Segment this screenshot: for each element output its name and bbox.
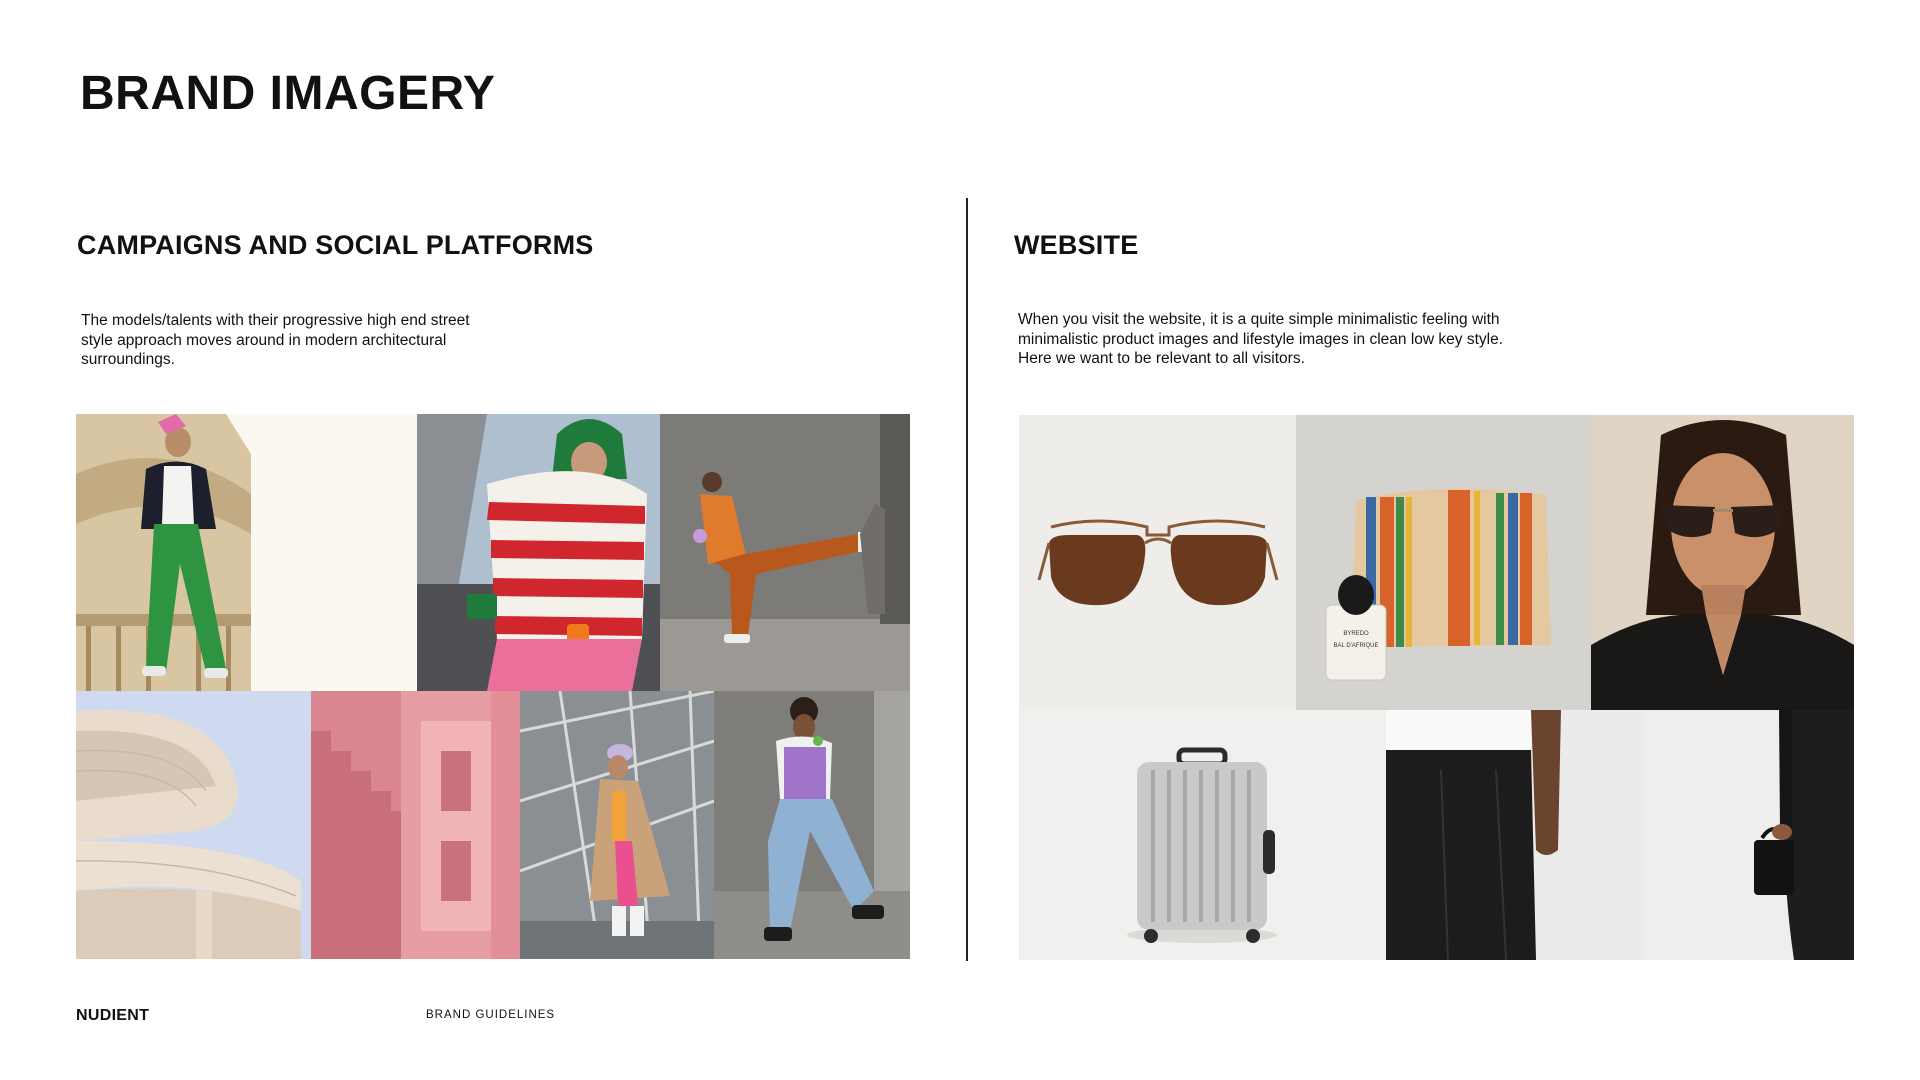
black-trousers-model-photo	[1386, 710, 1644, 960]
campaigns-description	[81, 311, 541, 370]
perfume-label-name: BAL D'AFRIQUE	[1333, 643, 1379, 649]
model-green-trousers-photo	[76, 414, 417, 691]
campaigns-description-line: The models/talents with their progressive high end street	[81, 312, 470, 329]
website-description-line: Here we want to be relevant to all visitors.	[1018, 350, 1305, 367]
aluminium-suitcase-photo	[1019, 710, 1386, 960]
footer-brand: NUDIENT	[76, 1007, 150, 1024]
website-description-line: When you visit the website, it is a quite simple minimalistic feeling with	[1018, 311, 1500, 328]
website-description	[1018, 310, 1618, 369]
white-curved-architecture-photo	[76, 691, 311, 959]
model-trench-coat-photo	[520, 691, 714, 959]
model-striped-hoodie-photo	[417, 414, 660, 691]
sunglasses-product-photo	[1019, 415, 1296, 710]
black-handbag-model-photo	[1644, 710, 1854, 960]
pink-staircase-architecture-photo	[311, 691, 520, 959]
model-high-kick-photo	[660, 414, 910, 691]
website-section-title: WEBSITE	[1014, 230, 1139, 260]
campaigns-section-title: CAMPAIGNS AND SOCIAL PLATFORMS	[77, 230, 594, 260]
perfume-label-brand: BYREDO	[1343, 631, 1369, 637]
woman-sunglasses-portrait-photo	[1591, 415, 1854, 710]
campaigns-description-line: surroundings.	[81, 351, 175, 368]
page-title: BRAND IMAGERY	[80, 67, 496, 120]
website-description-line: minimalistic product images and lifestyle images in clean low key style.	[1018, 330, 1504, 348]
website-image-grid	[1019, 415, 1854, 960]
campaigns-image-grid	[76, 414, 910, 959]
model-purple-vest-photo	[714, 691, 910, 959]
section-divider	[966, 198, 968, 961]
footer-label: BRAND GUIDELINES	[426, 1009, 556, 1021]
campaigns-description-line: style approach moves around in modern architectural	[81, 331, 447, 349]
perfume-gift-box-photo	[1296, 415, 1591, 710]
